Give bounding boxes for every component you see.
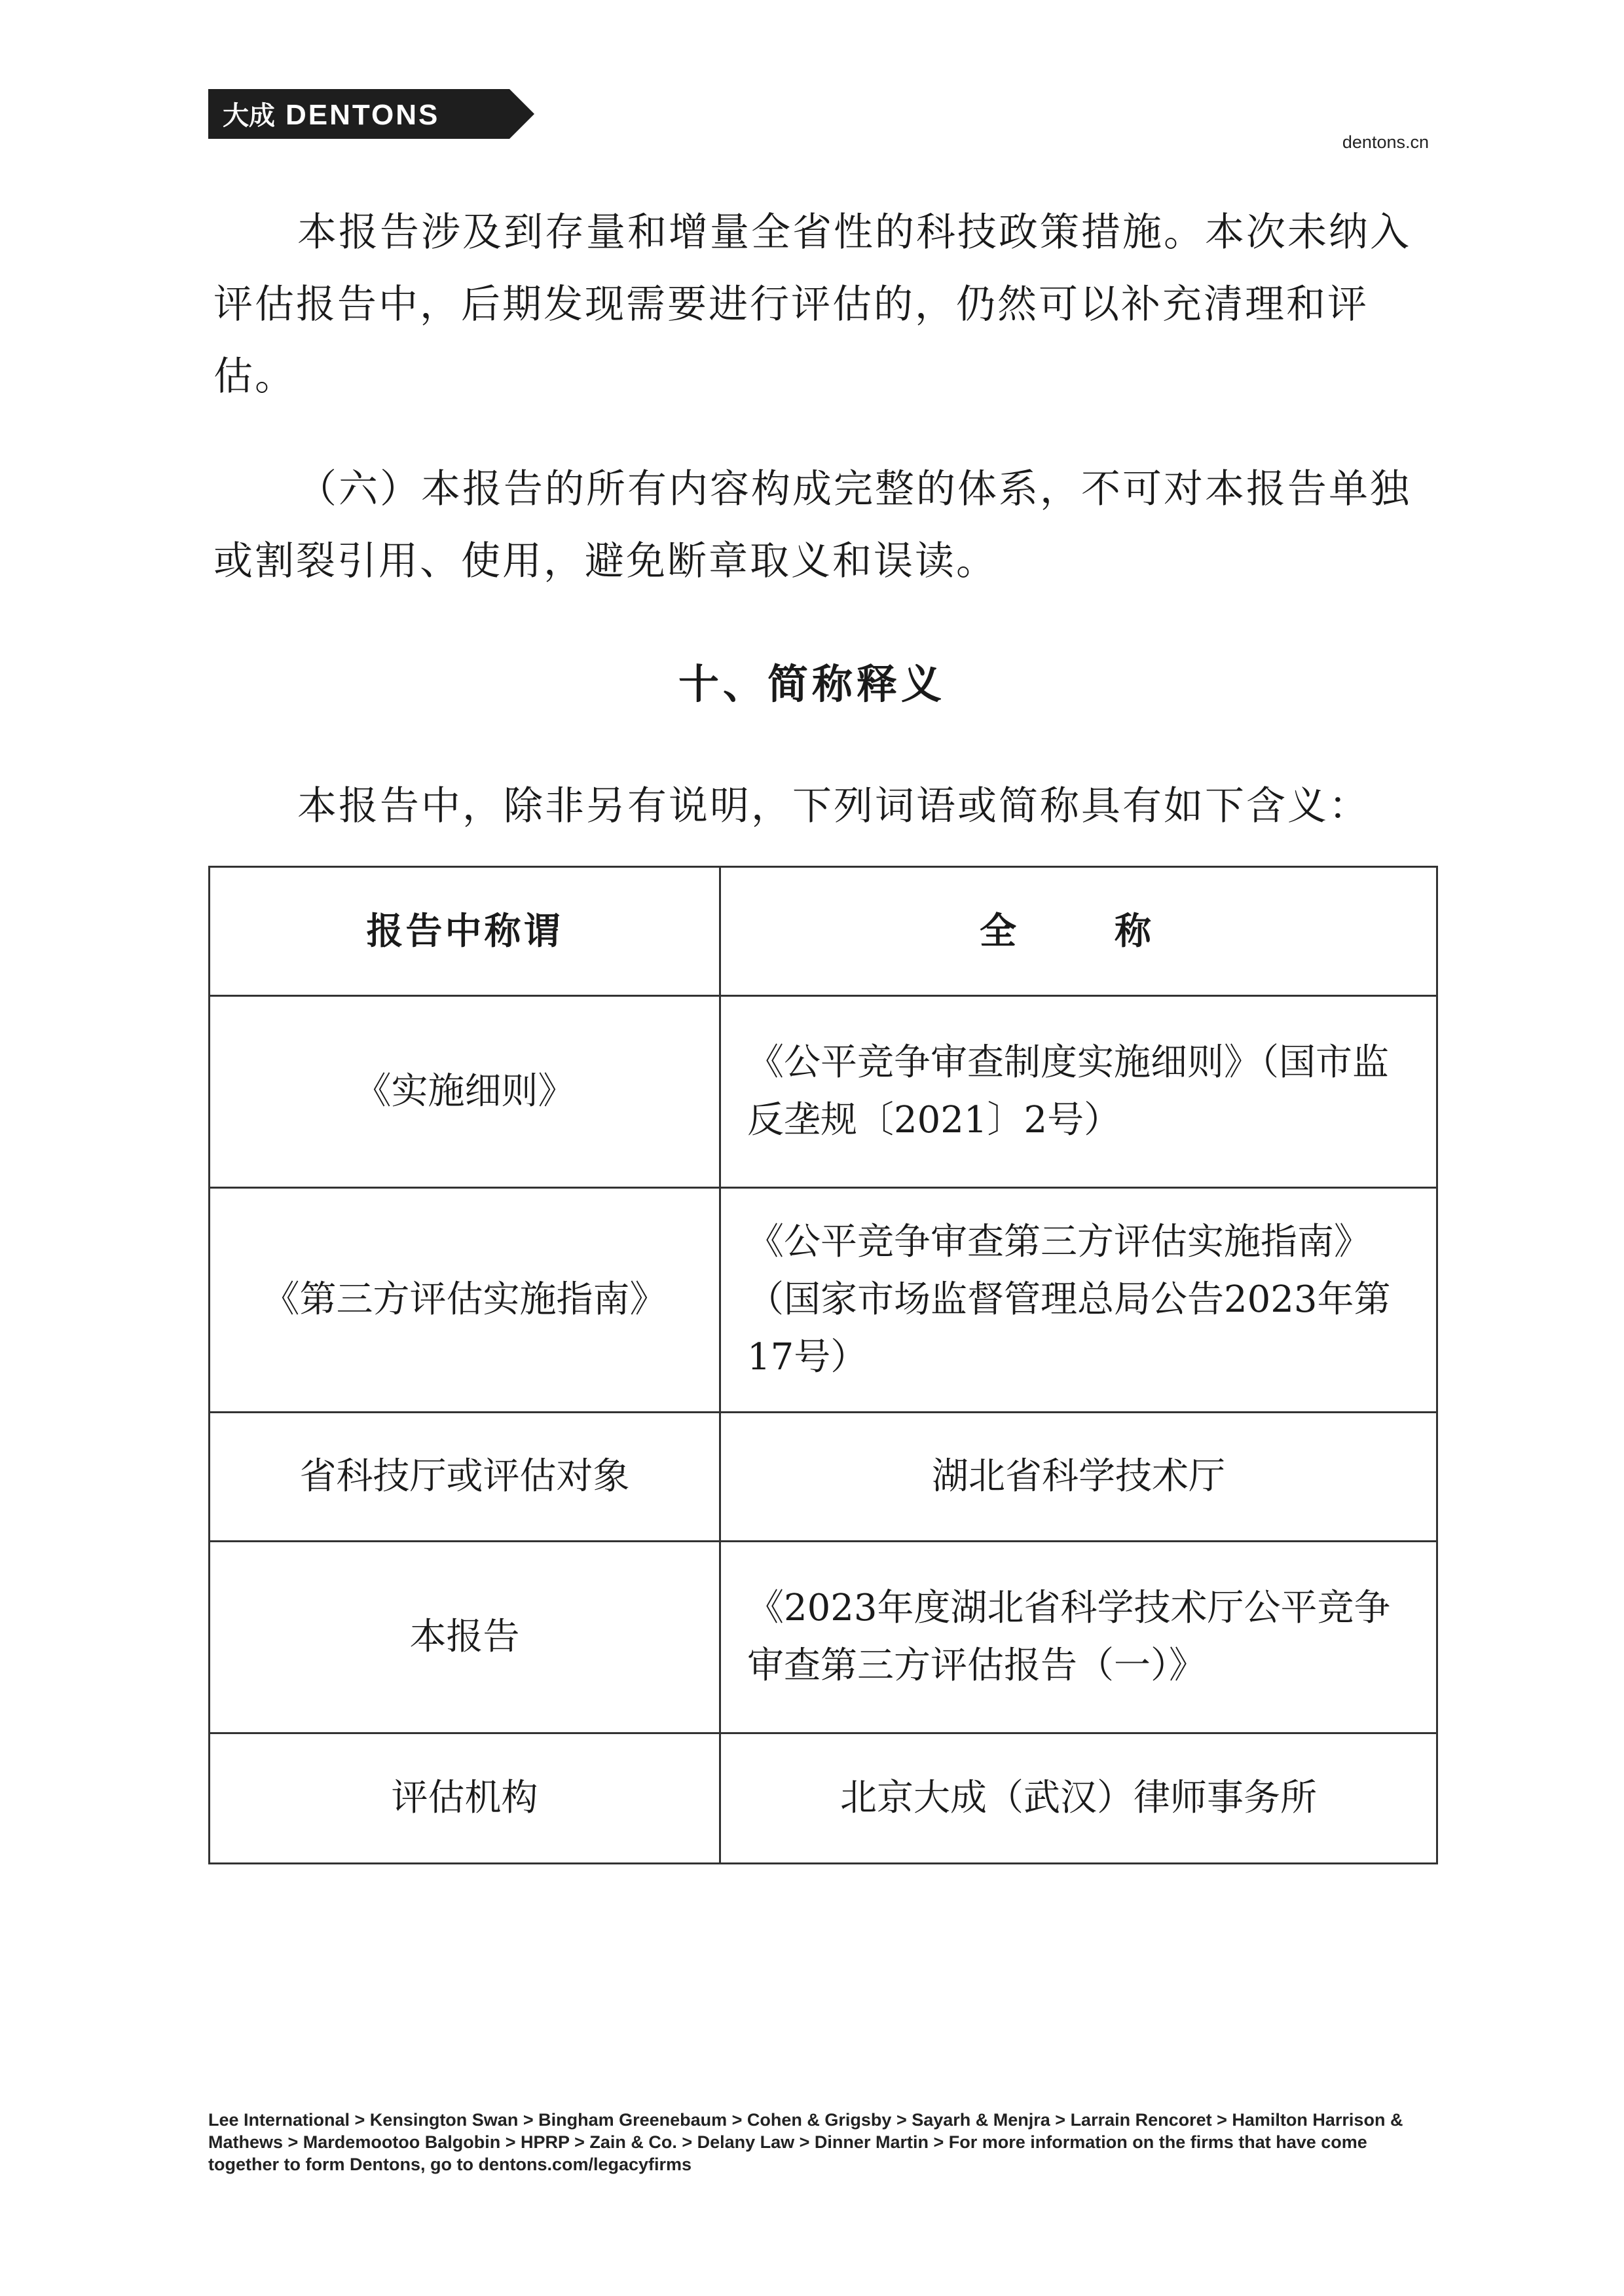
table-row [210, 1413, 1437, 1542]
full-name-cell: 《2023年度湖北省科学技术厅公平竞争审查第三方评估报告（一）》 [720, 1542, 1437, 1733]
header-abbr: 报告中称谓 [210, 867, 720, 996]
legacy-firms-footer: Lee International > Kensington Swan > Bingham Greenebaum > Cohen & Grigsby > Sayarh & Menjra > Larrain Rencoret > Hamilton Harrison & Mathews > Mardemootoo Balgobin > HPRP > Zain & Co. > Delany Law > Dinner Martin > For more information on the firms that have come together to form Dentons, go to dentons.com/legacyfirms [208, 2110, 1403, 2174]
logo-cn-text: 大成 [223, 101, 275, 131]
body-paragraph-1: 本报告涉及到存量和增量全省性的科技政策措施。本次未纳入评估报告中，后期发现需要进行评估的，仍然可以补充清理和评估。 [213, 210, 1411, 399]
abbr-cell: 评估机构 [210, 1733, 720, 1864]
abbr-cell: 本报告 [210, 1542, 720, 1733]
intro-text: 本报告中，除非另有说明，下列词语或简称具有如下含义： [297, 783, 1370, 829]
section-title: 十、简称释义 [678, 660, 946, 708]
abbr-cell: 《实施细则》 [210, 996, 720, 1188]
table-row [210, 1188, 1437, 1413]
full-name-cell: 《公平竞争审查第三方评估实施指南》（国家市场监督管理总局公告2023年第17号） [720, 1188, 1437, 1413]
site-url: dentons.cn [1342, 132, 1429, 152]
abbr-cell: 省科技厅或评估对象 [210, 1413, 720, 1542]
body-paragraph-2: （六）本报告的所有内容构成完整的体系，不可对本报告单独或割裂引用、使用，避免断章取义和误读。 [213, 466, 1411, 584]
table-row [210, 996, 1437, 1188]
table-row [210, 1542, 1437, 1733]
full-name-cell: 湖北省科学技术厅 [720, 1413, 1437, 1542]
full-name-cell: 北京大成（武汉）律师事务所 [720, 1733, 1437, 1864]
header-full: 全称 [720, 867, 1437, 996]
dentons-logo [208, 89, 534, 139]
abbr-cell: 《第三方评估实施指南》 [210, 1188, 720, 1413]
table-row [210, 1733, 1437, 1864]
full-name-cell: 《公平竞争审查制度实施细则》（国市监反垄规〔2021〕2号） [720, 996, 1437, 1188]
abbreviation-table [208, 866, 1438, 1864]
table-header-row [210, 867, 1437, 996]
logo-en-text: DENTONS [286, 99, 440, 131]
